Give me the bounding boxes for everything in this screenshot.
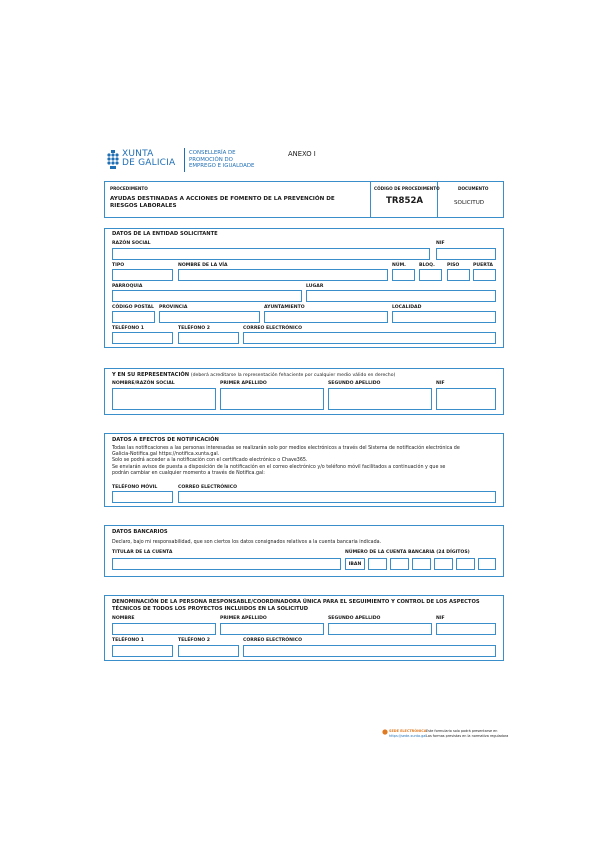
puerta-label: PUERTA: [473, 263, 493, 268]
razon-social-field[interactable]: [112, 248, 430, 260]
bloq-field[interactable]: [419, 269, 442, 281]
codigo-postal-field[interactable]: [112, 311, 155, 323]
account-block-3-field[interactable]: [434, 558, 453, 570]
footer-line3: Las formas previstas en la normativa reguladora: [426, 734, 509, 738]
footer-line1: Este formulario solo podrá presentarse en: [426, 729, 498, 733]
rep-nif-label: NIF: [436, 381, 445, 386]
razon-social-label: RAZÓN SOCIAL: [112, 241, 151, 246]
num-field[interactable]: [392, 269, 415, 281]
provincia-field[interactable]: [159, 311, 260, 323]
lugar-field[interactable]: [306, 290, 496, 302]
codigo-postal-label: CÓDIGO POSTAL: [112, 305, 154, 310]
nif-field[interactable]: [436, 248, 496, 260]
procedure-divider-1: [370, 181, 371, 218]
representacion-note: (deberá acreditarse la representación fehaciente por cualquier medio válido en derecho): [190, 373, 396, 378]
resp-correo-label: CORREO ELECTRÓNICO: [243, 638, 302, 643]
responsable-title: [112, 599, 480, 612]
logo-text-line2: DE GALICIA: [122, 158, 176, 168]
parroquia-label: PARROQUIA: [112, 284, 143, 289]
nif-label: NIF: [436, 241, 445, 246]
resp-segundo-apellido-label: SEGUNDO APELLIDO: [328, 616, 381, 621]
ayuntamiento-field[interactable]: [264, 311, 388, 323]
anexo-title: ANEXO I: [288, 150, 316, 158]
account-block-1-field[interactable]: [390, 558, 409, 570]
conselleria-line2: PROMOCIÓN DO: [189, 156, 233, 163]
conselleria-line3: EMPREGO E IGUALDADE: [189, 163, 255, 170]
correo-label: CORREO ELECTRÓNICO: [243, 326, 302, 331]
rep-segundo-apellido-label: SEGUNDO APELLIDO: [328, 381, 381, 386]
rep-primer-apellido-field[interactable]: [220, 388, 324, 410]
xunta-logo-icon: [106, 150, 120, 170]
localidad-label: LOCALIDAD: [392, 305, 422, 310]
codigo-label: CÓDIGO DE PROCEDIMENTO: [374, 186, 440, 191]
account-block-4-field[interactable]: [456, 558, 475, 570]
nombre-via-field[interactable]: [178, 269, 388, 281]
procedimento-label: PROCEDIMENTO: [110, 186, 148, 191]
iban-prefix: IBAN: [345, 558, 365, 570]
sede-icon: [382, 729, 388, 735]
tipo-field[interactable]: [112, 269, 173, 281]
solicitante-section: [104, 228, 504, 348]
correo-field[interactable]: [243, 332, 496, 344]
solicitante-title: DATOS DE LA ENTIDAD SOLICITANTE: [112, 231, 218, 237]
logo-divider: [184, 148, 185, 172]
puerta-field[interactable]: [473, 269, 496, 281]
piso-label: PISO: [447, 263, 460, 268]
nombre-via-label: NOMBRE DE LA VÍA: [178, 263, 228, 268]
notificacion-title: DATOS A EFECTOS DE NOTIFICACIÓN: [112, 437, 219, 443]
titular-field[interactable]: [112, 558, 341, 570]
resp-primer-apellido-label: PRIMER APELLIDO: [220, 616, 267, 621]
resp-nombre-label: NOMBRE: [112, 616, 135, 621]
bancarios-declaro: Declaro, bajo mi responsabilidad, que son ciertos los datos consignados relativos a la cuenta bancaria indicada.: [112, 540, 382, 545]
notif-correo-field[interactable]: [178, 491, 496, 503]
conselleria-name: [189, 150, 254, 170]
account-block-2-field[interactable]: [412, 558, 431, 570]
ayuntamiento-label: AYUNTAMIENTO: [264, 305, 305, 310]
iban-digits-field[interactable]: [368, 558, 387, 570]
resp-nombre-field[interactable]: [112, 623, 216, 635]
representacion-title-row: [112, 372, 395, 378]
responsable-title-line2: TÉCNICOS DE TODOS LOS PROYECTOS INCLUIDOS EN LA SOLICITUD: [112, 605, 309, 612]
rep-nif-field[interactable]: [436, 388, 496, 410]
rep-primer-apellido-label: PRIMER APELLIDO: [220, 381, 267, 386]
notificacion-line4: Se enviarán avisos de puesta a disposición de la notificación en el correo electrónico y/o teléfono móvil facilitados a continuación y que se: [112, 464, 446, 470]
telefono-movil-field[interactable]: [112, 491, 173, 503]
rep-nombre-label: NOMBRE/RAZÓN SOCIAL: [112, 381, 175, 386]
lugar-label: LUGAR: [306, 284, 324, 289]
parroquia-field[interactable]: [112, 290, 302, 302]
provincia-label: PROVINCIA: [159, 305, 188, 310]
resp-primer-apellido-field[interactable]: [220, 623, 324, 635]
conselleria-line1: CONSELLERÍA DE: [189, 150, 236, 156]
resp-telefono2-label: TELÉFONO 2: [178, 638, 210, 643]
responsable-title-line1: DENOMINACIÓN DE LA PERSONA RESPONSABLE/COORDINADORA ÚNICA PARA EL SEGUIMIENTO Y CONTROL DE LOS ASPECTOS: [112, 599, 480, 605]
resp-telefono1-label: TELÉFONO 1: [112, 638, 144, 643]
telefono1-field[interactable]: [112, 332, 173, 344]
notificacion-text: [112, 446, 500, 477]
telefono1-label: TELÉFONO 1: [112, 326, 144, 331]
codigo-value: TR852A: [386, 196, 424, 206]
resp-segundo-apellido-field[interactable]: [328, 623, 432, 635]
footer-link[interactable]: https://sede.xunta.gal: [389, 734, 427, 738]
telefono2-label: TELÉFONO 2: [178, 326, 210, 331]
resp-telefono1-field[interactable]: [112, 645, 173, 657]
num-label: NÚM.: [392, 263, 406, 268]
numero-cuenta-label: NÚMERO DE LA CUENTA BANCARIA (24 DÍGITOS): [345, 550, 470, 555]
titular-label: TITULAR DE LA CUENTA: [112, 550, 173, 555]
resp-correo-field[interactable]: [243, 645, 496, 657]
localidad-field[interactable]: [392, 311, 496, 323]
notificacion-line5: podrán cambiar en cualquier momento a través de Notifica.gal:: [112, 470, 265, 476]
tipo-label: TIPO: [112, 263, 125, 268]
documento-label: DOCUMENTO: [458, 186, 489, 191]
account-block-5-field[interactable]: [478, 558, 496, 570]
resp-nif-label: NIF: [436, 616, 445, 621]
logo-text-line1: XUNTA: [122, 149, 154, 159]
rep-nombre-field[interactable]: [112, 388, 216, 410]
sede-label: SEDE ELECTRÓNICA: [389, 729, 427, 733]
telefono2-field[interactable]: [178, 332, 239, 344]
notificacion-line1: Todas las notificaciones a las personas interesadas se realizarán solo por medios electrónicos a través del Sistema de notificación electrónica de: [112, 446, 460, 451]
documento-value: SOLICITUD: [454, 200, 485, 206]
notificacion-line3: Solo se podrá acceder a la notificación con el certificado electrónico o Chave365.: [112, 458, 308, 464]
piso-field[interactable]: [447, 269, 470, 281]
resp-nif-field[interactable]: [436, 623, 496, 635]
telefono-movil-label: TELÉFONO MÓVIL: [112, 485, 158, 490]
rep-segundo-apellido-field[interactable]: [328, 388, 432, 410]
bloq-label: BLOQ.: [419, 263, 435, 268]
notificacion-line2: Galicia-Notifica.gal https://notifica.xunta.gal.: [112, 452, 220, 458]
resp-telefono2-field[interactable]: [178, 645, 239, 657]
bancarios-title: DATOS BANCARIOS: [112, 529, 168, 535]
representacion-title: Y EN SU REPRESENTACIÓN: [112, 372, 190, 378]
notif-correo-label: CORREO ELECTRÓNICO: [178, 485, 237, 490]
procedimento-value: AYUDAS DESTINADAS A ACCIONES DE FOMENTO DE LA PREVENCIÓN DE RIESGOS LABORALES: [110, 196, 335, 209]
